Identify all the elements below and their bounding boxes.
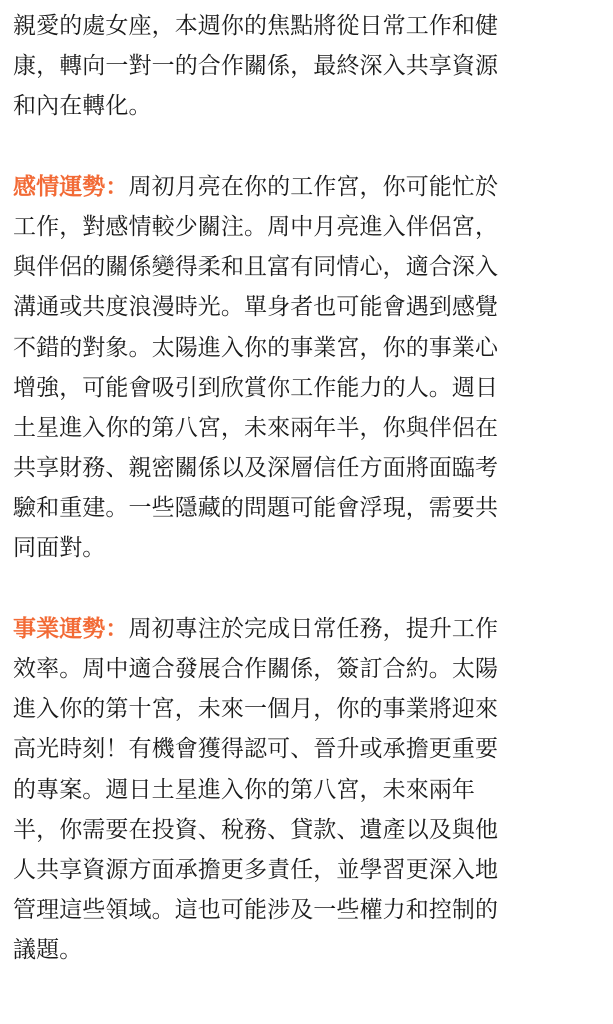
career-first-line — [13, 609, 609, 649]
career-line: 進入你的第十宮，未來一個月，你的事業將迎來 — [13, 696, 499, 723]
intro-line: 親愛的處女座，本週你的焦點將從日常工作和健 — [13, 13, 499, 39]
career-line: 議題。 — [13, 937, 83, 964]
career-line: 的專案。週日土星進入你的第八宮，未來兩年 — [13, 776, 475, 803]
love-line: 溝通或共度浪漫時光。單身者也可能會遇到感覺 — [13, 294, 499, 321]
career-line-text: 周初專注於完成日常任務，提升工作 — [128, 615, 499, 642]
career-heading: 事業運勢： — [13, 615, 129, 642]
career-line: 半，你需要在投資、稅務、貸款、遺產以及與他 — [13, 816, 499, 843]
love-line: 共享財務、親密關係以及深層信任方面將面臨考 — [13, 455, 499, 482]
career-line: 管理這些領域。這也可能涉及一些權力和控制的 — [13, 897, 499, 924]
love-line: 土星進入你的第八宮，未來兩年半，你與伴侶在 — [13, 414, 499, 441]
love-line: 不錯的對象。太陽進入你的事業宮，你的事業心 — [13, 334, 499, 361]
love-line: 與伴侶的關係變得柔和且富有同情心，適合深入 — [13, 254, 499, 281]
horoscope-article — [13, 0, 609, 971]
love-line: 同面對。 — [13, 535, 106, 562]
love-first-line — [13, 167, 609, 207]
love-paragraph — [13, 167, 609, 569]
love-line: 驗和重建。一些隱藏的問題可能會浮現，需要共 — [13, 495, 499, 522]
love-line: 工作，對感情較少關注。周中月亮進入伴侶宮， — [13, 213, 499, 240]
career-paragraph — [13, 609, 609, 971]
intro-line: 和內在轉化。 — [13, 93, 152, 120]
career-line: 人共享資源方面承擔更多責任，並學習更深入地 — [13, 856, 499, 883]
love-heading: 感情運勢： — [13, 173, 129, 200]
career-line: 高光時刻！有機會獲得認可、晉升或承擔更重要 — [13, 736, 499, 763]
intro-line: 康，轉向一對一的合作關係，最終深入共享資源 — [13, 53, 499, 80]
love-line: 增強，可能會吸引到欣賞你工作能力的人。週日 — [13, 374, 499, 401]
career-line: 效率。周中適合發展合作關係，簽訂合約。太陽 — [13, 656, 499, 682]
love-line-text: 周初月亮在你的工作宮，你可能忙於 — [128, 173, 499, 200]
intro-paragraph — [13, 0, 609, 127]
